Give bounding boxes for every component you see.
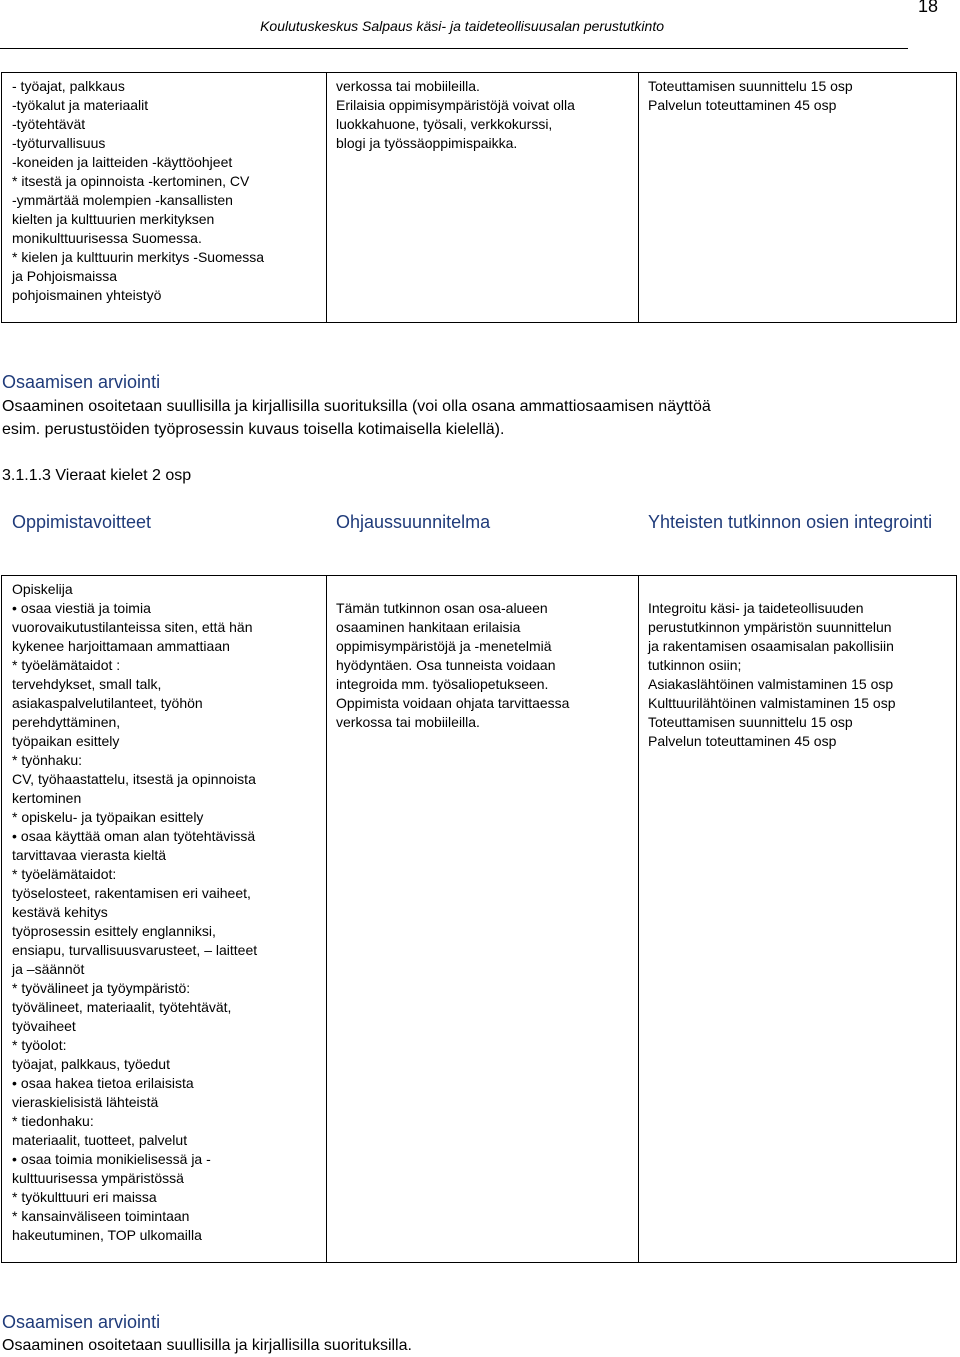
table2-col2 xyxy=(336,599,569,732)
cell-line: * kansainväliseen toimintaan xyxy=(12,1208,190,1224)
cell-line: integroida mm. työsaliopetukseen. xyxy=(336,676,549,692)
cell-line: Toteuttamisen suunnittelu 15 osp xyxy=(648,714,853,730)
cell-line: työpaikan esittely xyxy=(12,733,120,749)
cell-line: • osaa toimia monikielisessä ja - xyxy=(12,1150,257,1169)
cell-line: Erilaisia oppimisympäristöjä voivat olla xyxy=(336,97,575,113)
cell-line: Oppimista voidaan ohjata tarvittaessa xyxy=(336,695,570,711)
cell-line: verkossa tai mobiileilla. xyxy=(336,78,480,94)
cell-line: * opiskelu- ja työpaikan esittely xyxy=(12,809,204,825)
cell-line: CV, työhaastattelu, itsestä ja opinnoista xyxy=(12,771,256,787)
cell-line: Opiskelija xyxy=(12,581,73,597)
table2-col3 xyxy=(648,599,895,751)
column-header-oppimistavoitteet: Oppimistavoitteet xyxy=(12,512,152,532)
table1-col3 xyxy=(648,77,853,115)
cell-line: työvälineet, materiaalit, työtehtävät, xyxy=(12,999,232,1015)
cell-line: * kielen ja kulttuurin merkitys -Suomessa xyxy=(12,249,265,265)
assessment-text-line-2: Osaaminen osoitetaan suullisilla ja kirjallisilla suorituksilla. xyxy=(2,1337,412,1354)
cell-line: Asiakaslähtöinen valmistaminen 15 osp xyxy=(648,676,894,692)
cell-line: asiakaspalvelutilanteet, työhön xyxy=(12,695,203,711)
cell-line: oppimisympäristöjä ja -menetelmiä xyxy=(336,638,552,654)
assessment-text-line: esim. perustustöiden työprosessin kuvaus toisella kotimaisella kielellä). xyxy=(2,421,505,438)
cell-line: -työtehtävät xyxy=(12,116,86,132)
cell-line: osaaminen hankitaan erilaisia xyxy=(336,619,521,635)
cell-line: ensiapu, turvallisuusvarusteet, – laitteet xyxy=(12,942,258,958)
cell-line: Tämän tutkinnon osan osa-alueen xyxy=(336,600,548,616)
cell-line: -työturvallisuus xyxy=(12,135,106,151)
cell-line: perustutkinnon ympäristön suunnittelun xyxy=(648,619,892,635)
cell-line: hyödyntäen. Osa tunneista voidaan xyxy=(336,657,556,673)
cell-line: Palvelun toteuttaminen 45 osp xyxy=(648,733,837,749)
page-number: 18 xyxy=(917,0,938,16)
cell-line: -ymmärtää molempien -kansallisten xyxy=(12,192,233,208)
cell-line: Toteuttamisen suunnittelu 15 osp xyxy=(648,78,853,94)
cell-line: kielten ja kulttuurien merkityksen xyxy=(12,211,215,227)
cell-line: työvaiheet xyxy=(12,1018,76,1034)
cell-line: * tiedonhaku: xyxy=(12,1113,94,1129)
cell-line: verkossa tai mobiileilla. xyxy=(336,714,480,730)
cell-line: vuorovaikutustilanteissa siten, että hän xyxy=(12,619,253,635)
table1-col1 xyxy=(12,77,264,305)
cell-line: * itsestä ja opinnoista -kertominen, CV xyxy=(12,173,250,189)
section-title: 3.1.1.3 Vieraat kielet 2 osp xyxy=(2,467,192,484)
assessment-text-line: Osaaminen osoitetaan suullisilla ja kirjallisilla suorituksilla (voi olla osana ammattiosaamisen näyttöä xyxy=(2,398,711,415)
cell-line: tervehdykset, small talk, xyxy=(12,676,162,692)
cell-line: pohjoismainen yhteistyö xyxy=(12,287,162,303)
cell-line: työselosteet, rakentamisen eri vaiheet, xyxy=(12,885,251,901)
cell-line: materiaalit, tuotteet, palvelut xyxy=(12,1132,188,1148)
cell-line: vieraskielisistä lähteistä xyxy=(12,1094,159,1110)
cell-line: * työolot: xyxy=(12,1037,67,1053)
cell-line: * työelämätaidot: xyxy=(12,866,117,882)
cell-line: • osaa viestiä ja toimia xyxy=(12,599,257,618)
cell-line: • osaa hakea tietoa erilaisista xyxy=(12,1074,257,1093)
assessment-heading: Osaamisen arviointi xyxy=(2,372,161,392)
cell-line: • osaa käyttää oman alan työtehtävissä xyxy=(12,827,257,846)
cell-line: ja –säännöt xyxy=(12,961,85,977)
cell-line: työprosessin esittely englanniksi, xyxy=(12,923,216,939)
table1-col2 xyxy=(336,77,575,153)
cell-line: perehdyttäminen, xyxy=(12,714,121,730)
cell-line: kulttuurisessa ympäristössä xyxy=(12,1170,184,1186)
cell-line: tarvittavaa vierasta kieltä xyxy=(12,847,167,863)
assessment-heading-2: Osaamisen arviointi xyxy=(2,1312,161,1332)
cell-line: luokkahuone, työsali, verkkokurssi, xyxy=(336,116,553,132)
cell-line: ja Pohjoismaissa xyxy=(12,268,118,284)
cell-line: * työelämätaidot : xyxy=(12,657,121,673)
cell-line: * työvälineet ja työympäristö: xyxy=(12,980,191,996)
cell-line: -työkalut ja materiaalit xyxy=(12,97,149,113)
cell-line: * työnhaku: xyxy=(12,752,83,768)
cell-line: hakeutuminen, TOP ulkomailla xyxy=(12,1227,202,1243)
cell-line: -koneiden ja laitteiden -käyttöohjeet xyxy=(12,154,233,170)
cell-line: tutkinnon osiin; xyxy=(648,657,742,673)
cell-line: * työkulttuuri eri maissa xyxy=(12,1189,157,1205)
table2-col1 xyxy=(12,580,257,1245)
cell-line: ja rakentamisen osaamisalan pakollisiin xyxy=(648,638,894,654)
cell-line: blogi ja työssäoppimispaikka. xyxy=(336,135,518,151)
cell-line: kykenee harjoittamaan ammattiaan xyxy=(12,638,230,654)
cell-line: Kulttuurilähtöinen valmistaminen 15 osp xyxy=(648,695,896,711)
cell-line: työajat, palkkaus, työedut xyxy=(12,1056,170,1072)
cell-line: - työajat, palkkaus xyxy=(12,78,125,94)
cell-line: Integroitu käsi- ja taideteollisuuden xyxy=(648,600,864,616)
cell-line: kertominen xyxy=(12,790,82,806)
column-header-integrointi: Yhteisten tutkinnon osien integrointi xyxy=(648,512,933,532)
header-title: Koulutuskeskus Salpaus käsi- ja taideteollisuusalan perustutkinto xyxy=(260,18,664,34)
column-header-ohjaussuunnitelma: Ohjaussuunnitelma xyxy=(336,512,491,532)
cell-line: monikulttuurisessa Suomessa. xyxy=(12,230,202,246)
cell-line: Palvelun toteuttaminen 45 osp xyxy=(648,97,837,113)
cell-line: kestävä kehitys xyxy=(12,904,108,920)
